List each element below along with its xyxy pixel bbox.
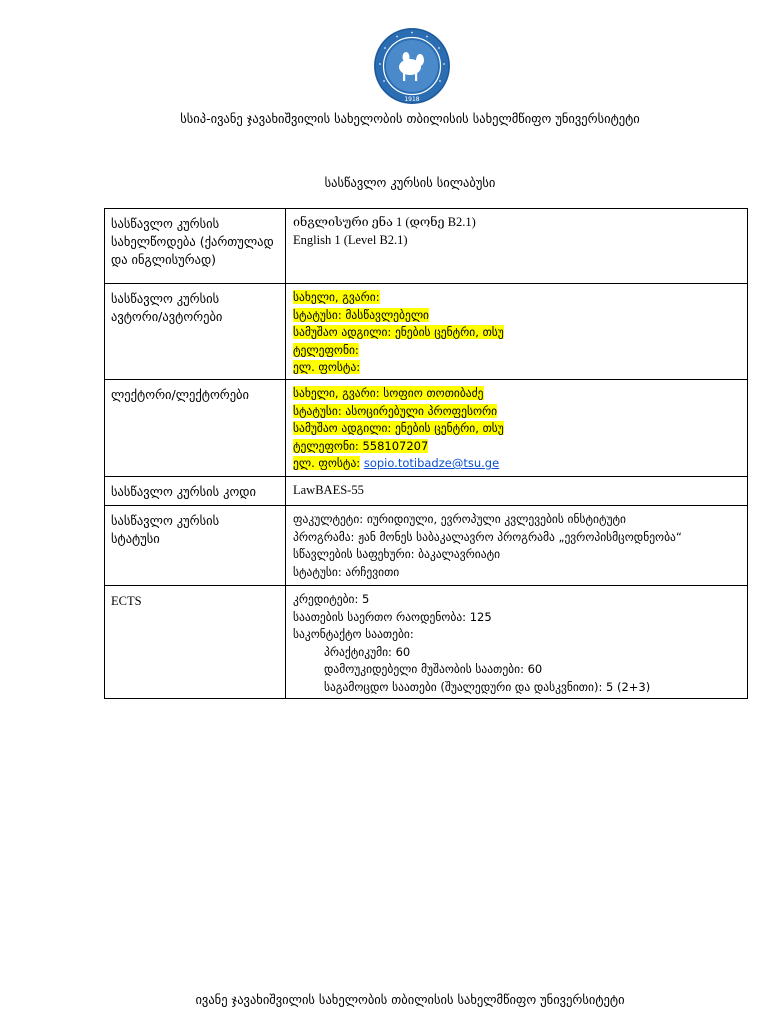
course-code-value-cell xyxy=(286,477,748,506)
contact-hours-line: საკონტაქტო საათები: xyxy=(293,627,414,641)
lecturer-email-link[interactable]: sopio.totibadze@tsu.ge xyxy=(363,456,500,470)
course-name-label-line: და ინგლისურად) xyxy=(111,252,217,267)
authors-label-line: ავტორი/ავტორები xyxy=(111,309,223,324)
course-code-label-cell xyxy=(105,477,286,506)
course-status-value-cell xyxy=(286,506,748,586)
lecturer-name: სახელი, გვარი: სოფიო თოთიბაძე xyxy=(293,386,484,400)
course-name-english: English 1 (Level B2.1) xyxy=(293,232,408,247)
document-title: სასწავლო კურსის სილაბუსი xyxy=(324,175,496,190)
lecturers-value-cell xyxy=(286,380,748,477)
study-level-line: სწავლების საფეხური: ბაკალავრიატი xyxy=(293,547,501,561)
syllabus-table xyxy=(104,208,748,699)
total-hours-line: საათების საერთო რაოდენობა: 125 xyxy=(293,609,492,624)
footer-university-title: ივანე ჯავახიშვილის სახელობის თბილისის სახელმწიფო უნივერსიტეტი xyxy=(195,992,625,1007)
course-name-georgian: ინგლისური ენა 1 (დონე B2.1) xyxy=(293,215,476,229)
independent-work-hours-line: დამოუკიდებელი მუშაობის საათები: 60 xyxy=(324,662,543,676)
author-email-field: ელ. ფოსტა: xyxy=(293,360,361,374)
course-status-label-line: სტატუსი xyxy=(111,531,160,546)
program-line: პროგრამა: ჟან მონეს საბაკალავრო პროგრამა „ევროპისმცოდნეობა“ xyxy=(293,529,682,544)
course-name-label-line: სახელწოდება (ქართულად xyxy=(111,234,274,249)
row-course-authors xyxy=(105,284,748,380)
course-name-label-cell xyxy=(105,209,286,284)
authors-label-line: სასწავლო კურსის xyxy=(111,291,220,306)
authors-label-cell xyxy=(105,284,286,380)
credits-line: კრედიტები: 5 xyxy=(293,592,370,606)
lecturer-email-label: ელ. ფოსტა: xyxy=(293,456,361,470)
seal-year: 1918 xyxy=(404,96,420,103)
author-status-field: სტატუსი: მასწავლებელი xyxy=(293,307,430,322)
lecturers-label-cell xyxy=(105,380,286,477)
course-name-label-line: სასწავლო კურსის xyxy=(111,216,220,231)
course-status-label-line: სასწავლო კურსის xyxy=(111,513,220,528)
university-title: სსიპ-ივანე ჯავახიშვილის სახელობის თბილისის სახელმწიფო უნივერსიტეტი xyxy=(180,111,640,126)
author-phone-field: ტელეფონი: xyxy=(293,342,359,357)
author-name-field: სახელი, გვარი: xyxy=(293,290,380,304)
course-status-label-cell xyxy=(105,506,286,586)
row-lecturers xyxy=(105,380,748,477)
ects-value-cell xyxy=(286,586,748,699)
row-course-status xyxy=(105,506,748,586)
lecturer-workplace: სამუშაო ადგილი: ენების ცენტრი, თსუ xyxy=(293,421,504,435)
author-workplace-field: სამუშაო ადგილი: ენების ცენტრი, თსუ xyxy=(293,325,504,339)
row-course-code xyxy=(105,477,748,506)
lecturers-label-line: ლექტორი/ლექტორები xyxy=(111,387,250,402)
elective-status-line: სტატუსი: არჩევითი xyxy=(293,564,400,579)
university-seal-logo xyxy=(373,27,451,105)
lecturer-phone: ტელეფონი: 558107207 xyxy=(293,438,429,453)
course-code-value: LawBAES-55 xyxy=(293,483,364,497)
authors-value-cell xyxy=(286,284,748,380)
ects-label: ECTS xyxy=(111,594,142,608)
row-ects xyxy=(105,586,748,699)
course-name-value-cell xyxy=(286,209,748,284)
faculty-line: ფაკულტეტი: იურიდიული, ევროპული კვლევების ინსტიტუტი xyxy=(293,512,626,526)
practicum-hours-line: პრაქტიკუმი: 60 xyxy=(324,644,411,659)
course-code-label: სასწავლო კურსის კოდი xyxy=(111,484,257,499)
exam-hours-line: საგამოცდო საათები (შუალედური და დასკვნითი): 5 (2+3) xyxy=(324,679,651,694)
row-course-name xyxy=(105,209,748,284)
lecturer-status: სტატუსი: ასოცირებული პროფესორი xyxy=(293,403,498,418)
ects-label-cell xyxy=(105,586,286,699)
